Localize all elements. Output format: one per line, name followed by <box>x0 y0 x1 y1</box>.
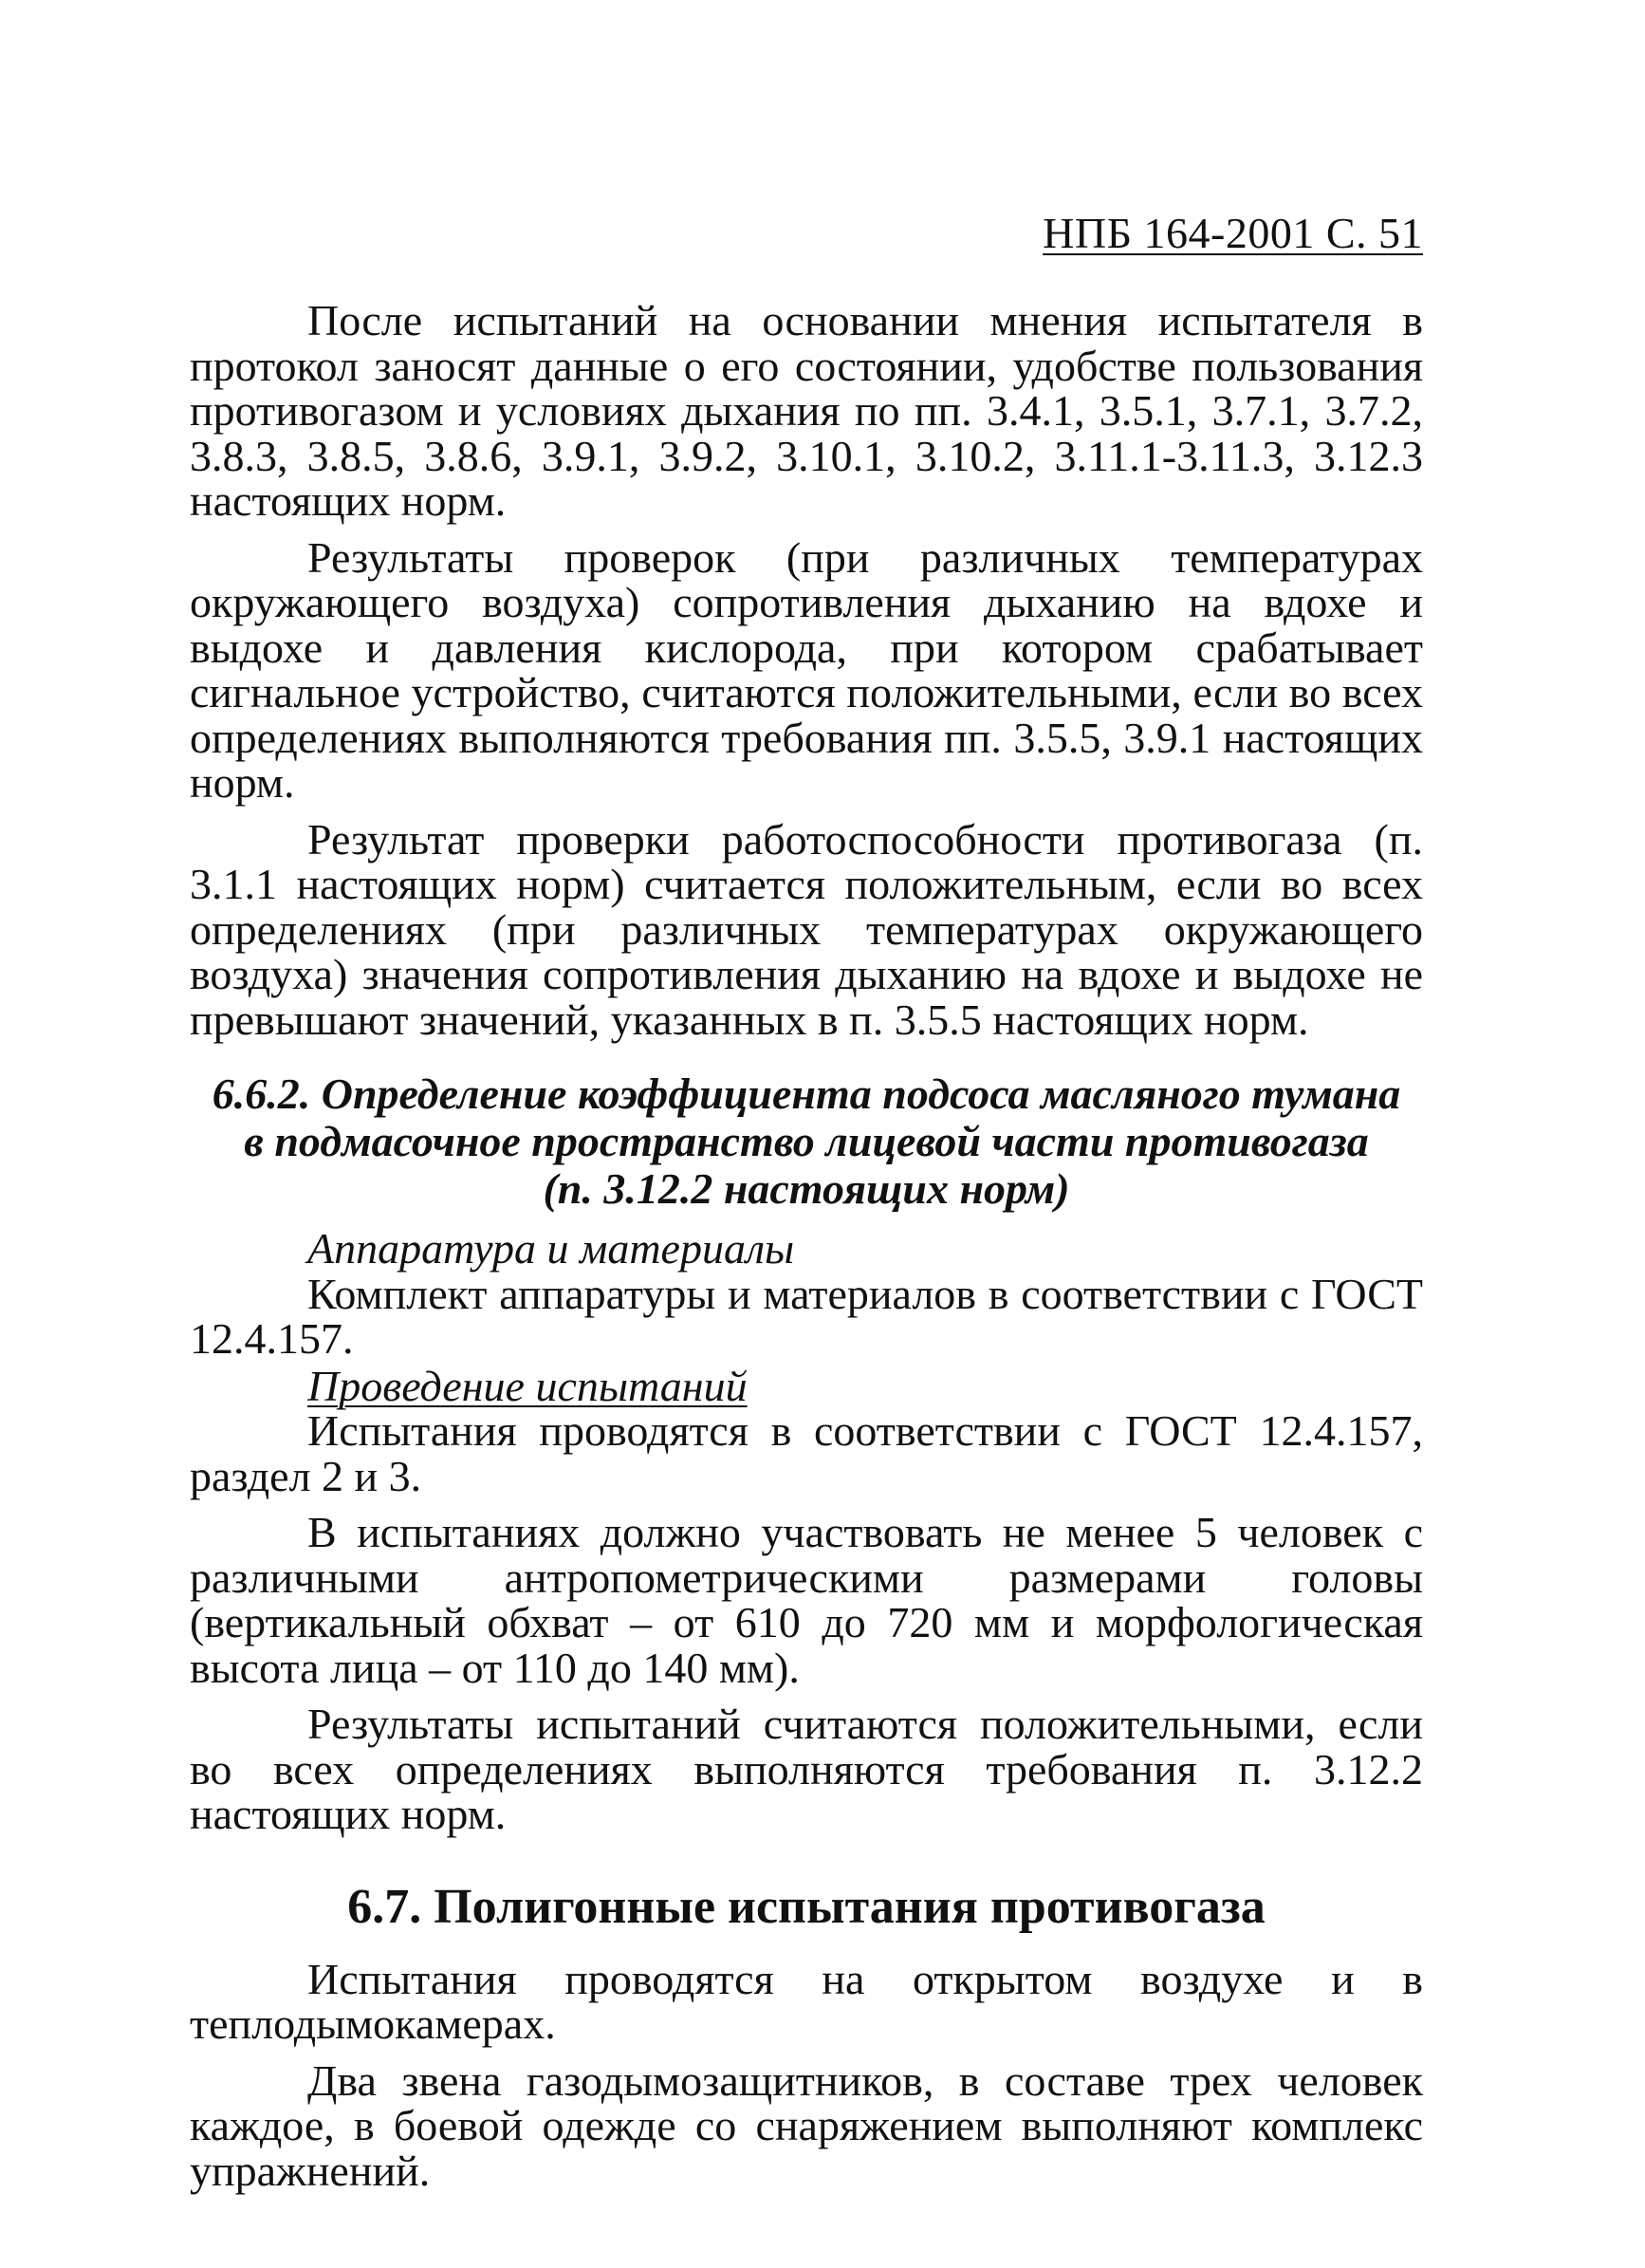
paragraph-field-teams: Два звена газодымозащитников, в составе трех человек каждое, в боевой одежде со снаряжением выполняют комплекс упражнений. <box>190 2055 1423 2195</box>
paragraph-operability-result: Результат проверки работоспособности противогаза (п. 3.1.1 настоящих норм) считается положительным, если во всех определениях (при различных температурах окружающего воздуха) значения сопротивления дыханию на вдохе и выдохе не превышают значений, указанных в п. 3.5.5 настоящих норм. <box>190 814 1423 1044</box>
label-equipment: Аппаратура и материалы <box>307 1224 795 1273</box>
paragraph-check-results: Результаты проверок (при различных температурах окружающего воздуха) сопротивления дыханию на вдохе и выдохе и давления кислорода, при котором срабатывает сигнальное устройство, считаются положительными, если во всех определениях выполняются требования пп. 3.5.5, 3.9.1 настоящих норм. <box>190 532 1423 807</box>
paragraph-participants: В испытаниях должно участвовать не менее 5 человек с различными антропометрическими размерами головы (вертикальный обхват – от 610 до 720 мм и морфологическая высота лица – от 110 до 140 мм). <box>190 1508 1423 1692</box>
paragraph-testing: Испытания проводятся в соответствии с ГОСТ 12.4.157, раздел 2 и 3. <box>190 1406 1423 1500</box>
subsection-heading-6-6-2 <box>190 1070 1423 1213</box>
section-heading-6-7: 6.7. Полигонные испытания противогаза <box>347 1879 1266 1934</box>
paragraph-field-location: Испытания проводятся на открытом воздухе и в теплодымокамерах. <box>190 1954 1423 2048</box>
running-head <box>190 207 1423 260</box>
paragraph-test-protocol: После испытаний на основании мнения испытателя в протокол заносят данные о его состоянии, удобстве пользования противогазом и условиях дыхания по пп. 3.4.1, 3.5.1, 3.7.1, 3.7.2, 3.8.3, 3.8.5, 3.8.6, 3.9.1, 3.9.2, 3.10.1, 3.10.2, 3.11.1-3.11.3, 3.12.3 настоящих норм. <box>190 296 1423 525</box>
paragraph-equipment: Комплект аппаратуры и материалов в соответствии с ГОСТ 12.4.157. <box>190 1269 1423 1363</box>
document-page <box>190 207 1423 2193</box>
paragraph-test-results: Результаты испытаний считаются положительными, если во всех определениях выполняются требования п. 3.12.2 настоящих норм. <box>190 1700 1423 1838</box>
running-head-text: НПБ 164-2001 С. 51 <box>1043 209 1423 257</box>
subsection-heading-line-3: (п. 3.12.2 настоящих норм) <box>543 1164 1070 1213</box>
label-testing: Проведение испытаний <box>307 1361 748 1410</box>
subsection-heading-line-1: 6.6.2. Определение коэффициента подсоса масляного тумана <box>212 1069 1401 1118</box>
subsection-heading-line-2: в подмасочное пространство лицевой части противогаза <box>244 1117 1369 1165</box>
